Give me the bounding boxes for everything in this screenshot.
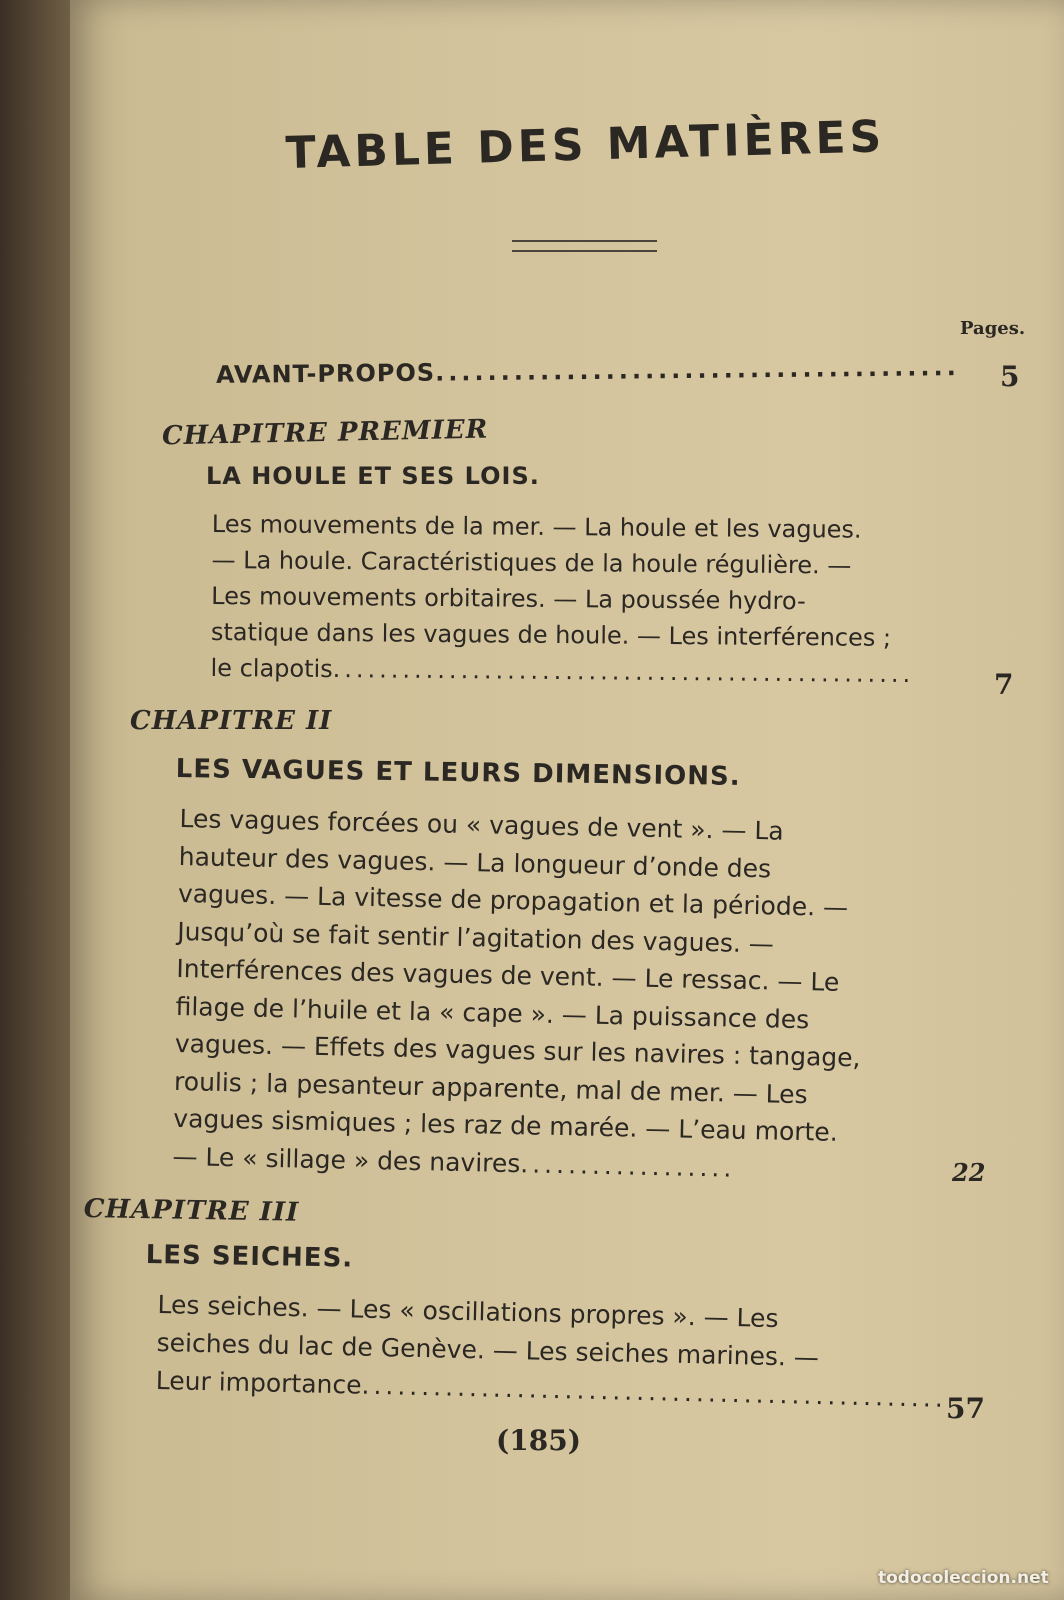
chapter-summary	[155, 1286, 949, 1418]
summary-line: statique dans les vagues de houle. — Les interférences ;	[210, 617, 892, 652]
page-title: TABLE DES MATIÈRES	[285, 111, 886, 179]
watermark: todocoleccion.net	[878, 1568, 1049, 1588]
pages-column-label: Pages.	[960, 318, 1026, 339]
summary-line: filage de l’huile et la « cape ». — La puissance des	[175, 991, 810, 1034]
title-double-rule	[512, 240, 657, 252]
chapter-heading: CHAPITRE PREMIER	[161, 414, 489, 452]
summary-line: vagues. — La vitesse de propagation et la période. —	[177, 878, 849, 923]
summary-line: vagues. — Effets des vagues sur les navires : tangage,	[174, 1028, 861, 1073]
summary-line: hauteur des vagues. — La longueur d’onde des	[178, 841, 772, 883]
summary-line: Jusqu’où se fait sentir l’agitation des vagues. —	[176, 916, 775, 958]
summary-line: vagues sismiques ; les raz de marée. — L’eau morte.	[173, 1103, 839, 1147]
summary-line: — La houle. Caractéristiques de la houle régulière. —	[211, 545, 852, 580]
folio-page-number: (185)	[496, 1424, 581, 1457]
page-number: 5	[1000, 360, 1020, 393]
summary-line: Les vagues forcées ou « vagues de vent ». — La	[179, 803, 784, 846]
summary-line: Les seiches. — Les « oscillations propres ». — Les	[157, 1289, 779, 1334]
leader-dots: ..................................................	[332, 655, 915, 689]
summary-line	[210, 650, 914, 692]
summary-line: Les mouvements orbitaires. — La poussée hydro-	[211, 581, 806, 616]
summary-line: Les mouvements de la mer. — La houle et les vagues.	[211, 509, 862, 544]
summary-line-text: — Le « sillage » des navires	[172, 1141, 521, 1178]
chapter-subtitle: LES VAGUES ET LEURS DIMENSIONS.	[175, 754, 741, 792]
chapter-heading: CHAPITRE III	[83, 1194, 300, 1228]
leader-dots: ........................................	[434, 353, 960, 387]
page-number: 57	[946, 1392, 985, 1425]
summary-line-text: le clapotis	[210, 653, 333, 684]
summary-line-text: Leur importance	[155, 1365, 362, 1400]
summary-line: roulis ; la pesanteur apparente, mal de mer. — Les	[173, 1066, 808, 1109]
page-number: 22	[952, 1158, 986, 1187]
leader-dots: .................................................	[361, 1370, 948, 1413]
chapter-heading: CHAPITRE II	[130, 706, 333, 736]
chapter-summary	[210, 506, 915, 692]
chapter-subtitle: LA HOULE ET SES LOIS.	[206, 462, 540, 490]
page-number: 7	[994, 668, 1014, 701]
chapter-subtitle: LES SEICHES.	[145, 1240, 354, 1274]
summary-line: seiches du lac de Genève. — Les seiches marines. —	[156, 1327, 820, 1373]
leader-dots: ..................	[520, 1148, 736, 1183]
summary-line: Interférences des vagues de vent. — Le ressac. — Le	[176, 953, 840, 997]
entry-label: AVANT-PROPOS	[215, 358, 436, 389]
chapter-summary	[172, 800, 865, 1189]
